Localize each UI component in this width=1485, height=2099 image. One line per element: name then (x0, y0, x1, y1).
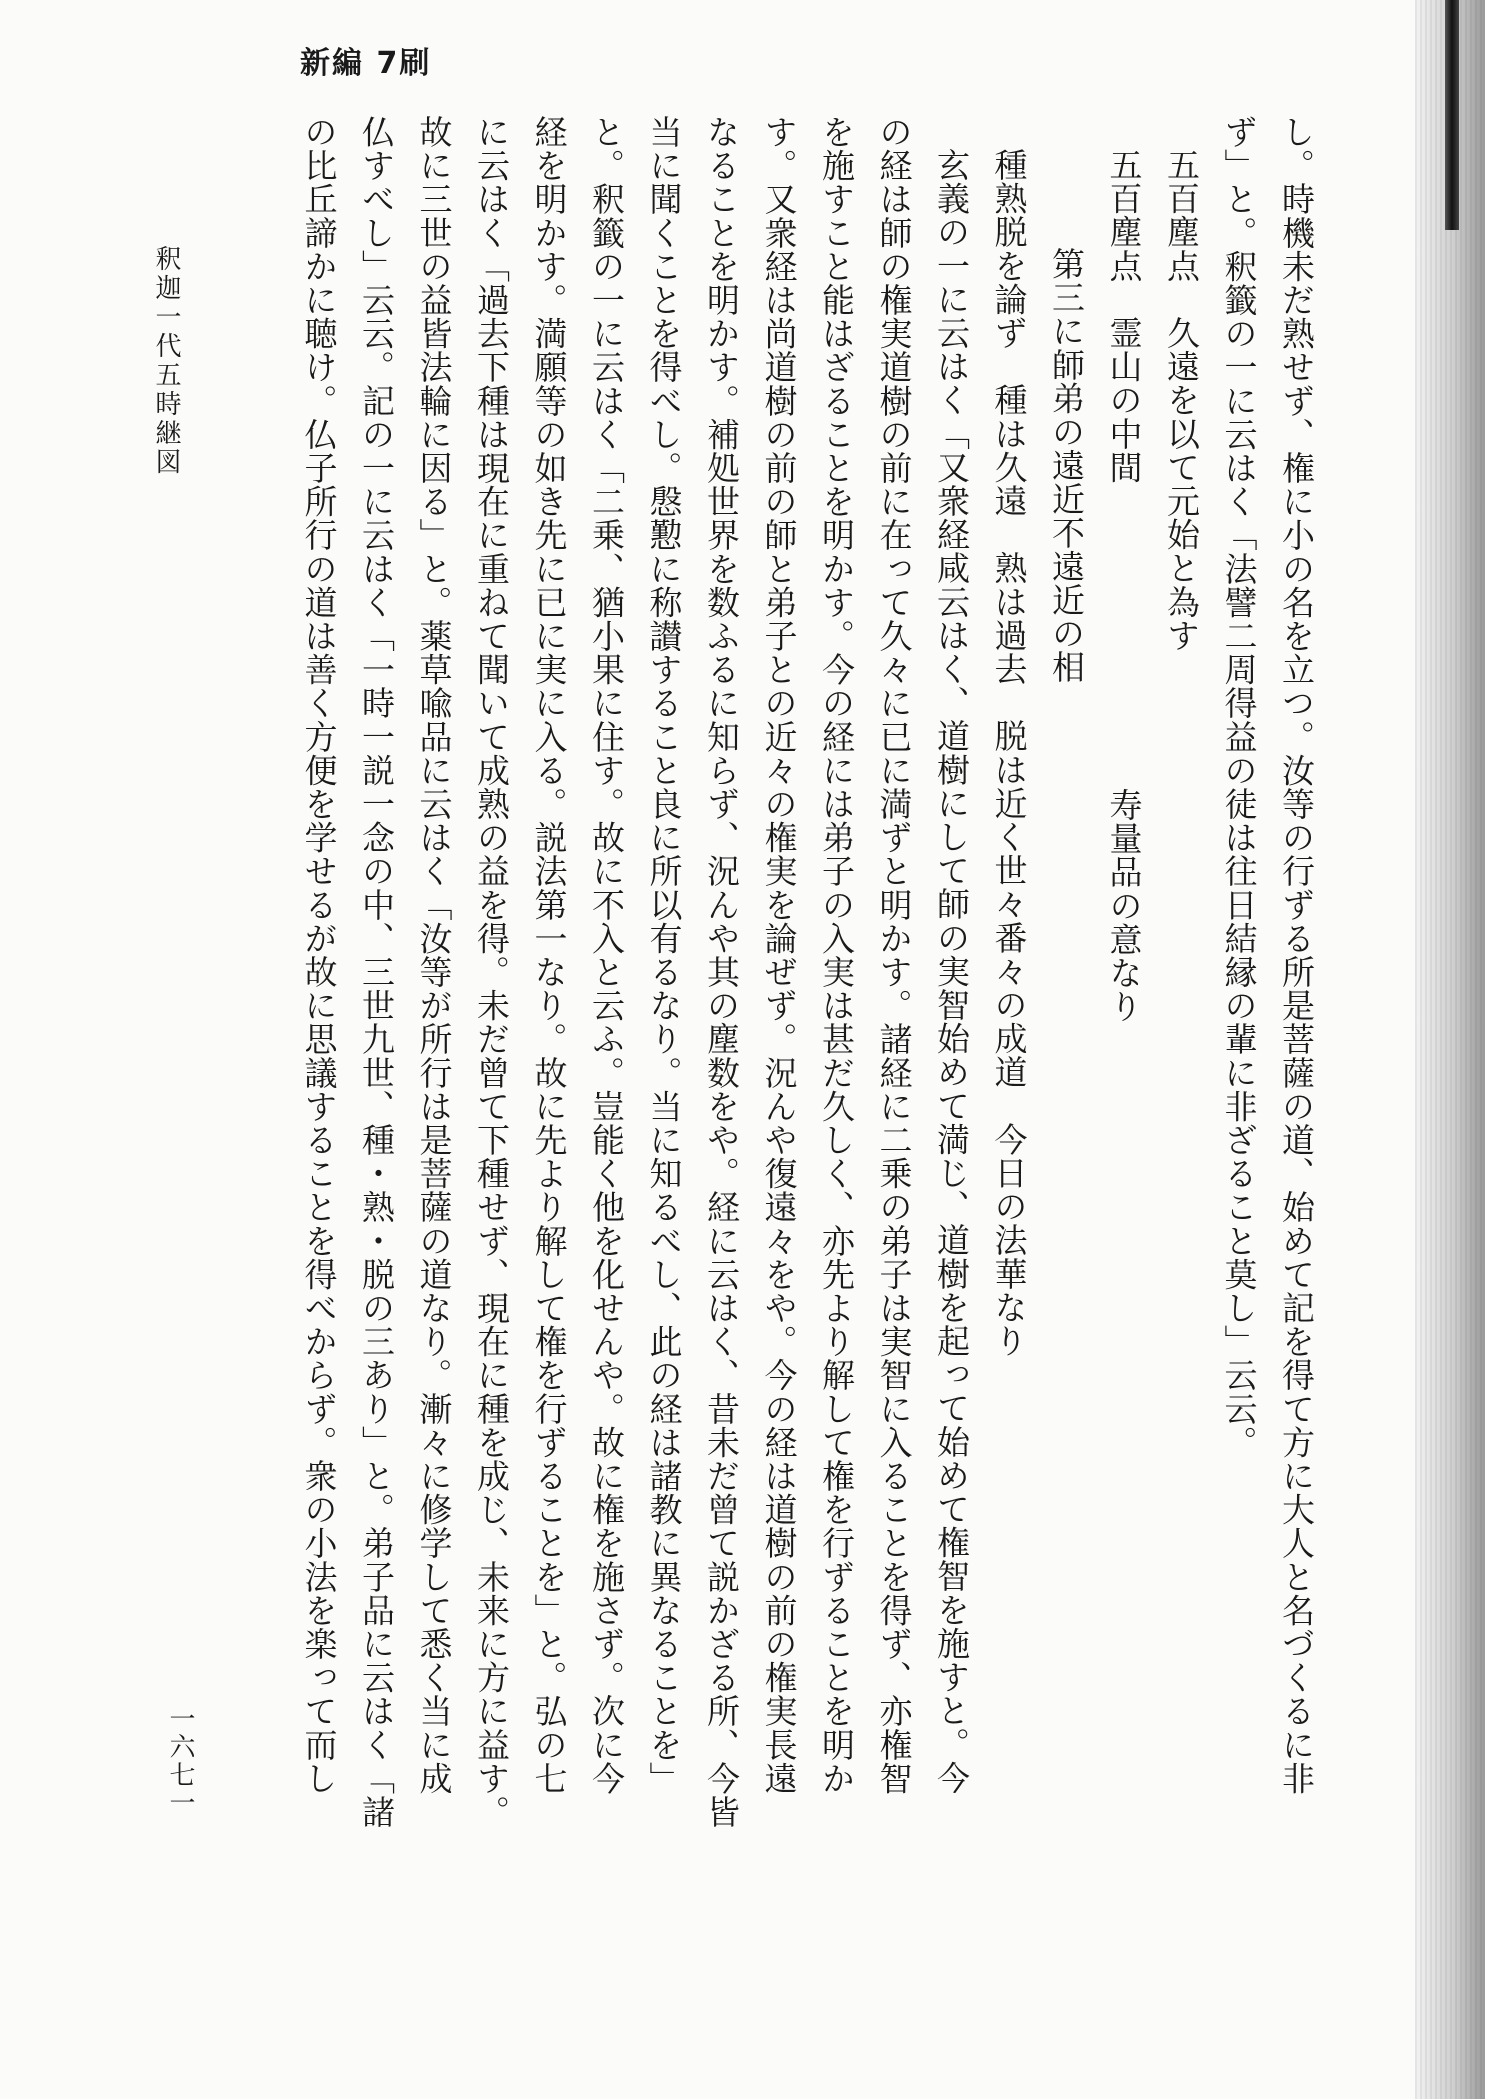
edition-label: 新編 7刷 (300, 46, 432, 81)
section-heading: 第三に師弟の遠近不遠近の相 (1047, 247, 1086, 684)
text-line: に云はく「過去下種は現在に重ねて聞いて成熟の益を得。未だ曾て下種せず、現在に種を成じ、未来に方に益す。 (472, 115, 511, 1829)
page-number: 一六七一 (165, 1705, 195, 1817)
text-line: し。時機未だ熟せず、権に小の名を立つ。汝等の行ずる所是菩薩の道、始めて記を得て方に大人と名づくるに非 (1277, 115, 1316, 1795)
running-title: 釈迦一代五時継図 (151, 245, 181, 477)
text-line: 種熟脱を論ず 種は久遠 熟は過去 脱は近く世々番々の成道 今日の法華なり (989, 148, 1029, 1358)
text-line (1095, 115, 1153, 1815)
main-text-block (215, 115, 1325, 1829)
text-line: ず」と。釈籤の一に云はく「法譬二周得益の徒は往日結縁の輩に非ざること莫し」云云。 (1219, 115, 1259, 1459)
text-line: 仏すべし」云云。記の一に云はく「一時一説一念の中、三世九世、種・熟・脱の三あり」と。弟子品に云はく「諸 (357, 115, 396, 1829)
text-line: 当に聞くことを得べし。慇懃に称讃すること良に所以有るなり。当に知るべし、此の経は諸教に異なることを」 (644, 115, 684, 1795)
text-line: す。又衆経は尚道樹の前の師と弟子との近々の権実を論ぜず。況んや復遠々をや。今の経は道樹の前の権実長遠 (759, 115, 799, 1795)
text-line: を施すこと能はざることを明かす。今の経には弟子の入実は甚だ久しく、亦先より解して権を行ずることを明か (817, 115, 856, 1795)
text-line: の比丘諦かに聴け。仏子所行の道は善く方便を学せるが故に思議することを得べからず。衆の小法を楽って而し (299, 115, 339, 1795)
side-note: 寿量品の意なり (1104, 788, 1144, 1024)
text-line: 経を明かす。満願等の如き先に已に実に入る。説法第一なり。故に先より解して権を行ずることを」と。弘の七 (529, 115, 569, 1795)
text-line: なることを明かす。補処世界を数ふるに知らず、況んや其の塵数をや。経に云はく、昔未だ曾て説かざる所、今皆 (702, 115, 741, 1829)
text-line: 五百塵点 久遠を以て元始と為す (1162, 148, 1201, 652)
text-line: 玄義の一に云はく「又衆経咸云はく、道樹にして師の実智始めて満じ、道樹を起って始めて権智を施すと。今 (932, 148, 971, 1795)
text-line-segment: 五百塵点 霊山の中間 (1104, 148, 1144, 484)
text-line: の経は師の権実道樹の前に在って久々に已に満ずと明かす。諸経に二乗の弟子は実智に入ることを得ず、亦権智 (874, 115, 914, 1795)
page-gutter-shadow (1415, 0, 1485, 2099)
text-line: と。釈籤の一に云はく「二乗、猶小果に住す。故に不入と云ふ。豈能く他を化せんや。故に権を施さず。次に今 (587, 115, 626, 1795)
binding-shadow (1445, 0, 1459, 230)
text-line: 故に三世の益皆法輪に因る」と。薬草喩品に云はく「汝等が所行は是菩薩の道なり。漸々に修学して悉く当に成 (414, 115, 454, 1795)
